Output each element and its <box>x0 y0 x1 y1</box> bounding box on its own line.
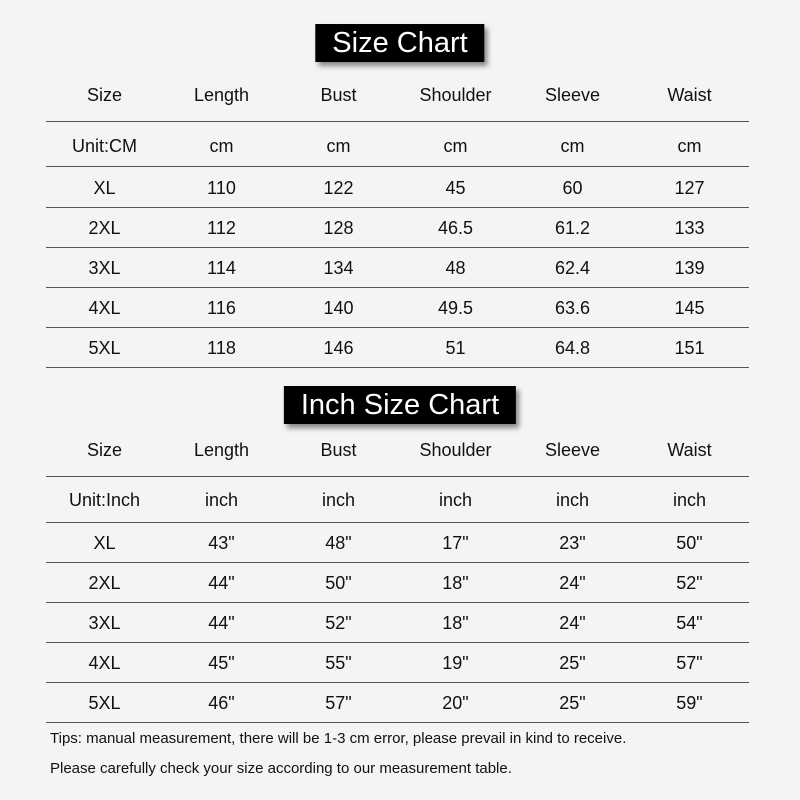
table-cell: 20" <box>442 692 469 713</box>
table-cell: Waist <box>667 439 712 460</box>
table-cell: 114 <box>207 257 236 278</box>
table-row <box>46 603 749 643</box>
table-cell: 43" <box>208 532 235 553</box>
table-cell: 5XL <box>88 692 121 713</box>
table-cell: Sleeve <box>544 439 601 460</box>
table-units-row <box>46 126 749 166</box>
table-cell: 18" <box>442 572 469 593</box>
table-cell: 59" <box>676 692 703 713</box>
table-cell: Shoulder <box>419 439 492 460</box>
table-cell: 25" <box>559 652 586 673</box>
table-cell: cm <box>326 135 351 156</box>
check-size-note: Please carefully check your size according to our measurement table. <box>50 760 512 777</box>
table-cell: 57" <box>325 692 352 713</box>
inch-size-chart-title: Inch Size Chart <box>284 386 516 424</box>
table-cell: 5XL <box>88 337 121 358</box>
table-cell: 62.4 <box>554 257 591 278</box>
table-row <box>46 328 749 368</box>
table-cell: 50" <box>325 572 352 593</box>
table-cell: 48" <box>325 532 352 553</box>
table-cell: XL <box>93 177 116 198</box>
table-cell: Unit:Inch <box>68 489 141 510</box>
table-cell: 127 <box>674 177 705 198</box>
table-cell: 140 <box>323 297 354 318</box>
table-cell: 63.6 <box>554 297 591 318</box>
table-cell: 24" <box>559 612 586 633</box>
table-cell: 17" <box>442 532 469 553</box>
tips-note: Tips: manual measurement, there will be 1-3 cm error, please prevail in kind to receive. <box>50 730 627 747</box>
table-cell: 51 <box>445 337 466 358</box>
table-cell: Bust <box>320 439 357 460</box>
table-cell: inch <box>321 489 356 510</box>
table-cell: 128 <box>323 217 354 238</box>
table-cell: 19" <box>442 652 469 673</box>
table-row <box>46 248 749 288</box>
table-cell: 116 <box>207 297 236 318</box>
table-cell: cm <box>443 135 468 156</box>
table-cell: 112 <box>207 217 236 238</box>
table-cell: inch <box>672 489 707 510</box>
table-cell: cm <box>677 135 702 156</box>
table-cell: 57" <box>676 652 703 673</box>
table-cell: 4XL <box>88 297 121 318</box>
table-cell: 50" <box>676 532 703 553</box>
table-cell: 122 <box>323 177 354 198</box>
size-chart-title: Size Chart <box>315 24 484 62</box>
table-row <box>46 683 749 723</box>
table-row <box>46 288 749 328</box>
table-cell: 52" <box>325 612 352 633</box>
table-row <box>46 563 749 603</box>
table-cell: XL <box>93 532 116 553</box>
table-row <box>46 208 749 248</box>
table-row <box>46 643 749 683</box>
table-divider <box>46 166 749 167</box>
table-cell: 55" <box>325 652 352 673</box>
table-cell: 44" <box>208 612 235 633</box>
table-cell: 134 <box>323 257 354 278</box>
table-cell: 4XL <box>88 652 121 673</box>
table-cell: 46" <box>208 692 235 713</box>
table-cell: 118 <box>207 337 236 358</box>
table-header-row <box>46 430 749 470</box>
table-row <box>46 523 749 563</box>
table-cell: 133 <box>674 217 705 238</box>
table-cell: 45 <box>445 177 466 198</box>
table-cell: 110 <box>207 177 236 198</box>
table-row <box>46 168 749 208</box>
table-cell: 64.8 <box>554 337 591 358</box>
table-cell: Unit:CM <box>71 135 137 156</box>
table-cell: 54" <box>676 612 703 633</box>
table-cell: cm <box>209 135 234 156</box>
table-header-row <box>46 75 749 115</box>
table-cell: 23" <box>559 532 586 553</box>
table-cell: 45" <box>208 652 235 673</box>
table-cell: 3XL <box>88 257 121 278</box>
table-cell: 18" <box>442 612 469 633</box>
table-units-row <box>46 480 749 520</box>
table-cell: 46.5 <box>437 217 474 238</box>
table-cell: Length <box>193 84 250 105</box>
table-cell: 44" <box>208 572 235 593</box>
table-cell: inch <box>438 489 473 510</box>
table-cell: 60 <box>562 177 583 198</box>
table-divider <box>46 722 749 723</box>
table-cell: 49.5 <box>437 297 474 318</box>
table-cell: 146 <box>323 337 354 358</box>
table-cell: inch <box>204 489 239 510</box>
table-divider <box>46 121 749 122</box>
table-cell: 3XL <box>88 612 121 633</box>
table-cell: Waist <box>667 84 712 105</box>
table-cell: 61.2 <box>554 217 591 238</box>
table-cell: 52" <box>676 572 703 593</box>
table-cell: Length <box>193 439 250 460</box>
table-cell: Size <box>86 439 122 460</box>
table-cell: 151 <box>674 337 705 358</box>
table-cell: 48 <box>445 257 466 278</box>
table-cell: Bust <box>320 84 357 105</box>
table-cell: cm <box>560 135 585 156</box>
table-cell: 2XL <box>88 217 121 238</box>
table-cell: Size <box>86 84 122 105</box>
table-cell: 2XL <box>88 572 121 593</box>
table-cell: 24" <box>559 572 586 593</box>
table-cell: 145 <box>674 297 705 318</box>
table-cell: inch <box>555 489 590 510</box>
table-divider <box>46 476 749 477</box>
table-cell: 139 <box>674 257 705 278</box>
table-cell: 25" <box>559 692 586 713</box>
table-divider <box>46 367 749 368</box>
table-cell: Shoulder <box>419 84 492 105</box>
table-cell: Sleeve <box>544 84 601 105</box>
